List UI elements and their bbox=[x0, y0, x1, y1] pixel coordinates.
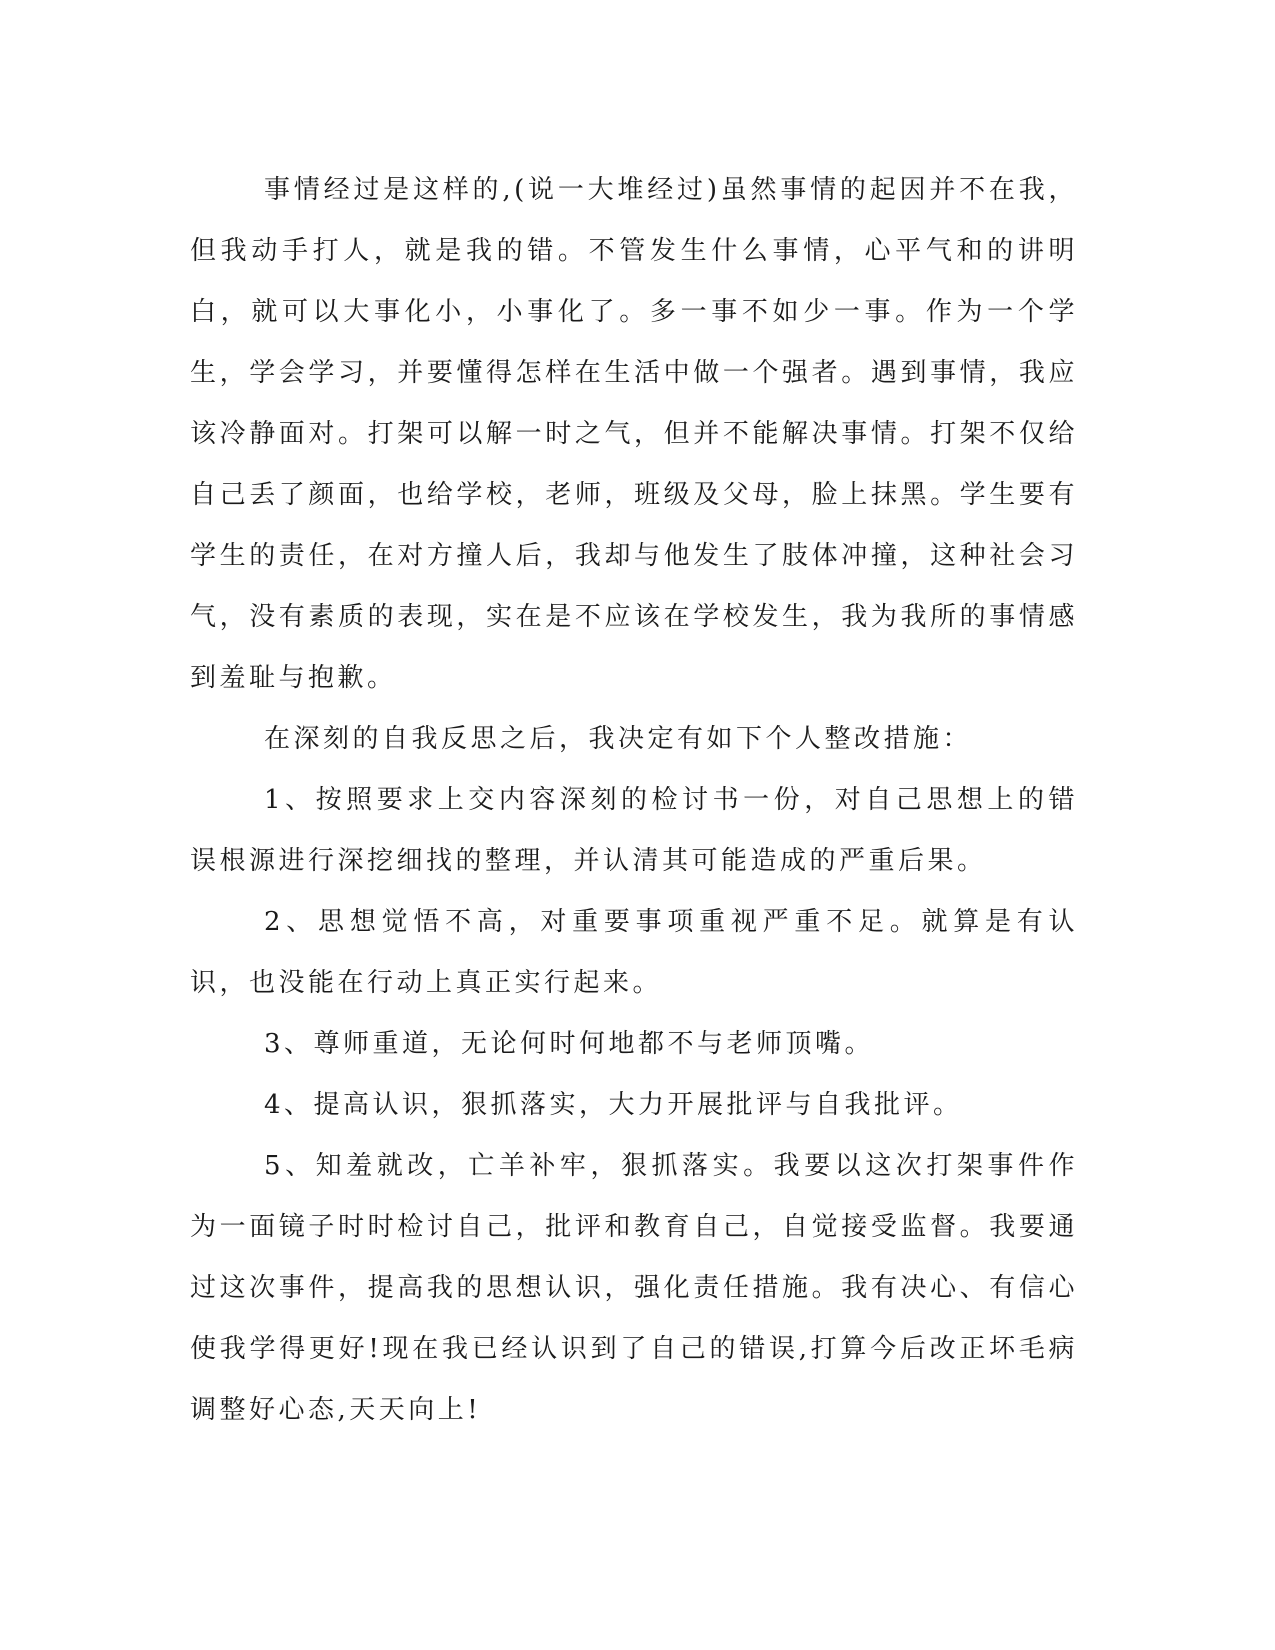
paragraph-measure-5: 5、知羞就改，亡羊补牢，狠抓落实。我要以这次打架事件作为一面镜子时时检讨自己，批评和教育自己，自觉接受监督。我要通过这次事件，提高我的思想认识，强化责任措施。我有决心、有信心使我学得更好!现在我已经认识到了自己的错误,打算今后改正坏毛病调整好心态,天天向上! bbox=[190, 1151, 1078, 1425]
paragraph-measure-3: 3、尊师重道，无论何时何地都不与老师顶嘴。 bbox=[264, 1029, 875, 1059]
document-body bbox=[190, 160, 1078, 1441]
paragraph-incident: 事情经过是这样的,(说一大堆经过)虽然事情的起因并不在我，但我动手打人，就是我的错。不管发生什么事情，心平气和的讲明白，就可以大事化小，小事化了。多一事不如少一事。作为一个学生，学会学习，并要懂得怎样在生活中做一个强者。遇到事情，我应该冷静面对。打架可以解一时之气，但并不能解决事情。打架不仅给自己丢了颜面，也给学校，老师，班级及父母，脸上抹黑。学生要有学生的责任，在对方撞人后，我却与他发生了肢体冲撞，这种社会习气，没有素质的表现，实在是不应该在学校发生，我为我所的事情感到羞耻与抱歉。 bbox=[190, 175, 1078, 693]
paragraph-measure-1: 1、按照要求上交内容深刻的检讨书一份，对自己思想上的错误根源进行深挖细找的整理，并认清其可能造成的严重后果。 bbox=[190, 785, 1078, 876]
paragraph-measures-intro: 在深刻的自我反思之后，我决定有如下个人整改措施： bbox=[264, 724, 973, 754]
paragraph-measure-4: 4、提高认识，狠抓落实，大力开展批评与自我批评。 bbox=[264, 1090, 963, 1120]
paragraph-measure-2: 2、思想觉悟不高，对重要事项重视严重不足。就算是有认识，也没能在行动上真正实行起来。 bbox=[190, 907, 1078, 998]
